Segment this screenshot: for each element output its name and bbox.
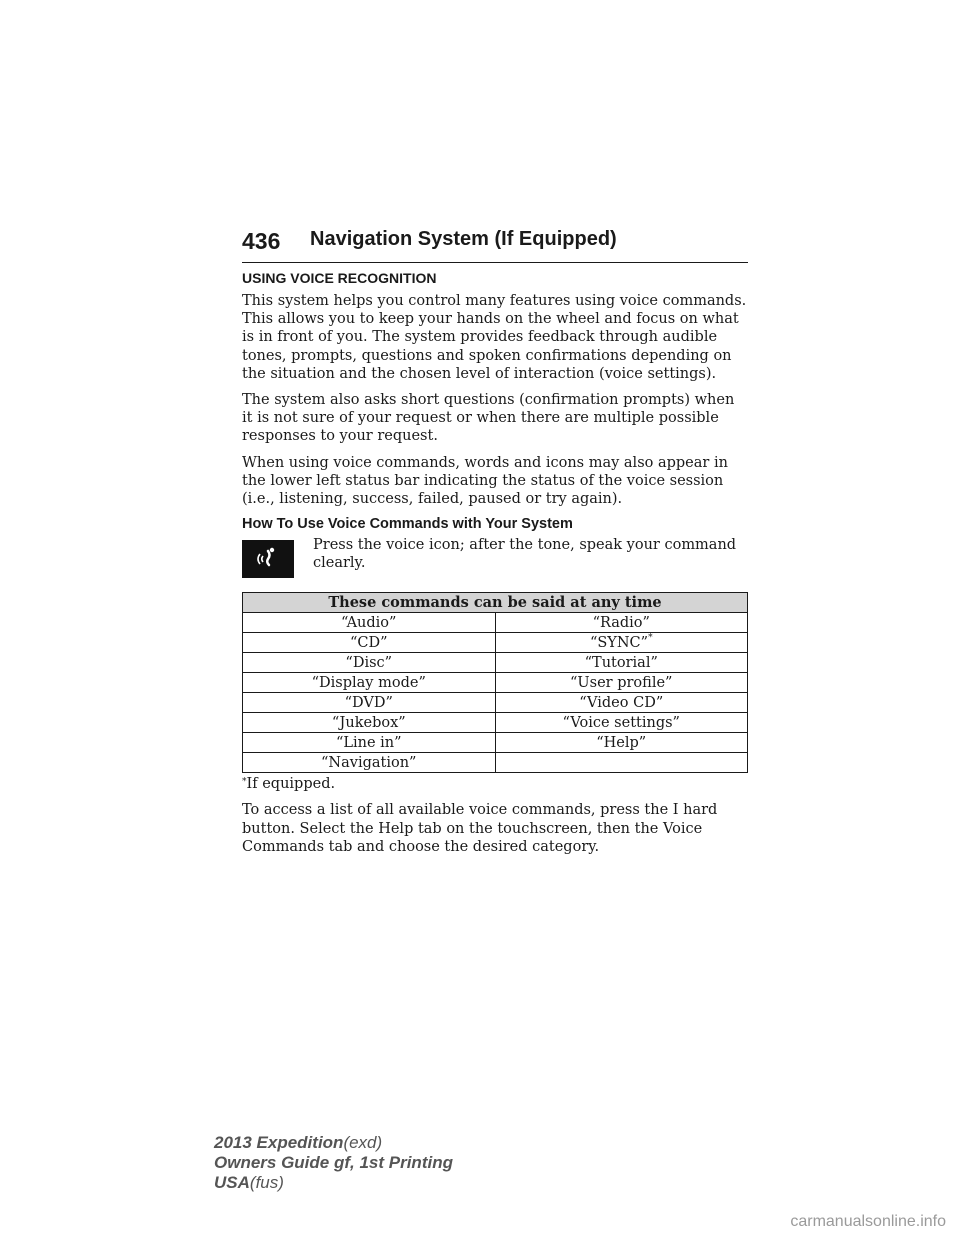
- table-row: [243, 713, 748, 733]
- commands-table: [242, 592, 748, 773]
- table-cell: “Tutorial”: [495, 653, 748, 673]
- chapter-title: Navigation System (If Equipped): [310, 228, 617, 250]
- footer-model-code: (exd): [343, 1133, 383, 1152]
- table-cell: “Radio”: [495, 613, 748, 633]
- footnote: [242, 775, 748, 793]
- table-cell: “Help”: [495, 733, 748, 753]
- voice-icon: [242, 540, 294, 578]
- footer-line: [214, 1173, 453, 1193]
- footer-model: 2013 Expedition: [214, 1133, 344, 1152]
- footer-line: [214, 1133, 453, 1153]
- page-header: [242, 228, 748, 263]
- page-content: [242, 270, 748, 864]
- paragraph: When using voice commands, words and icons may also appear in the lower left status bar indicating the status of the voice session (i.e., listening, success, failed, paused or try again).: [242, 454, 728, 508]
- table-row: [243, 673, 748, 693]
- footnote-marker: *: [242, 777, 247, 788]
- table-cell: “CD”: [243, 633, 496, 653]
- table-header: These commands can be said at any time: [243, 593, 748, 613]
- paragraph: This system helps you control many features using voice commands. This allows you to keep your hands on the wheel and focus on what is in front of you. The system provides feedback through audible tones, prompts, questions and spoken confirmations depending on the situation and the chosen level of interaction (voice settings).: [242, 293, 747, 382]
- table-cell: “DVD”: [243, 693, 496, 713]
- table-cell: “User profile”: [495, 673, 748, 693]
- paragraph: The system also asks short questions (confirmation prompts) when it is not sure of your request or when there are multiple possible responses to your request.: [242, 392, 735, 445]
- voice-instruction: [242, 536, 748, 578]
- table-cell: “Voice settings”: [495, 713, 748, 733]
- table-cell-text: “SYNC”: [589, 634, 649, 651]
- table-row: [243, 753, 748, 773]
- footer-market: USA: [214, 1173, 250, 1192]
- footnote-marker: *: [648, 632, 653, 643]
- footer-market-code: (fus): [249, 1173, 284, 1192]
- closing-paragraph: To access a list of all available voice commands, press the I hard button. Select the Help tab on the touchscreen, then the Voice Commands tab and choose the desired category.: [242, 802, 718, 855]
- table-cell: “Disc”: [243, 653, 496, 673]
- table-row: [243, 733, 748, 753]
- table-row: [243, 613, 748, 633]
- table-cell: “Jukebox”: [243, 713, 496, 733]
- watermark: carmanualsonline.info: [790, 1213, 946, 1230]
- table-cell: [495, 633, 748, 653]
- table-cell: “Audio”: [243, 613, 496, 633]
- table-cell: “Line in”: [243, 733, 496, 753]
- table-row: [243, 693, 748, 713]
- table-row: [243, 653, 748, 673]
- page-number: 436: [242, 228, 281, 254]
- footer-line: [214, 1153, 453, 1173]
- footnote-text: If equipped.: [246, 776, 336, 793]
- subheading: How To Use Voice Commands with Your System: [242, 516, 573, 533]
- table-cell: [495, 753, 748, 773]
- table-row: [243, 633, 748, 653]
- document-footer: [214, 1133, 453, 1193]
- footer-guide: Owners Guide gf, 1st Printing: [214, 1153, 453, 1172]
- table-cell: “Display mode”: [243, 673, 496, 693]
- table-cell: “Video CD”: [495, 693, 748, 713]
- table-cell: “Navigation”: [243, 753, 496, 773]
- section-heading: USING VOICE RECOGNITION: [242, 270, 437, 286]
- voice-instruction-text: Press the voice icon; after the tone, speak your command clearly.: [313, 537, 737, 572]
